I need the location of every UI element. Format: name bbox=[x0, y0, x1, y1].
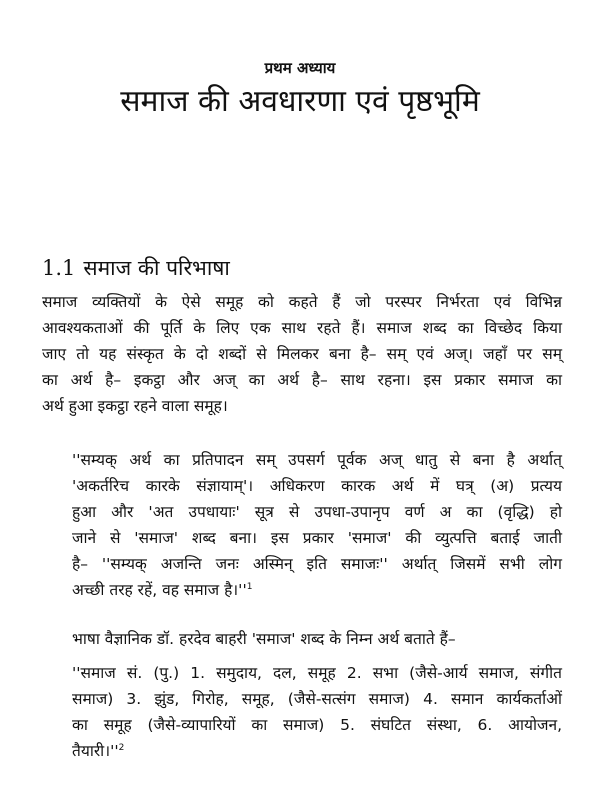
section-heading bbox=[42, 253, 230, 283]
chapter-label: प्रथम अध्याय bbox=[264, 59, 336, 77]
paragraph-line: जाए तो यह संस्कृत के दो शब्दों से मिलकर बना है– सम् एवं अज्। जहाँ पर सम् bbox=[42, 345, 562, 363]
paragraph-line: भाषा वैज्ञानिक डॉ. हरदेव बाहरी 'समाज' शब्द के निम्न अर्थ बताते हैं– bbox=[72, 630, 456, 648]
quote-line: हुआ और 'अत उपधायाः' सूत्र से उपधा-उपानृप वर्ण अ का (वृद्धि) हो bbox=[72, 503, 562, 521]
quote-line: जाने से 'समाज' शब्द बना। इस प्रकार 'समाज' की व्युत्पत्ति बताई जाती bbox=[72, 529, 562, 547]
quote-line: तैयारी।'' bbox=[72, 742, 119, 760]
quote-line: ''समाज सं. (पु.) 1. समुदाय, दल, समूह 2. सभा (जैसे-आर्य समाज, संगीत bbox=[72, 664, 562, 682]
definition-paragraph bbox=[42, 289, 562, 419]
quote-line: ''सम्यक् अर्थ का प्रतिपादन सम् उपसर्ग पूर्वक अज् धातु से बना है अर्थात् bbox=[72, 451, 562, 469]
chapter-title: समाज की अवधारणा एवं पृष्ठभूमि bbox=[120, 84, 480, 119]
paragraph-line: का अर्थ है– इकट्ठा और अज् का अर्थ है– साथ रहना। इस प्रकार समाज का bbox=[42, 371, 562, 389]
intro-paragraph bbox=[72, 626, 562, 652]
meanings-quote bbox=[72, 660, 562, 764]
quote-line: समाज) 3. झुंड, गिरोह, समूह, (जैसे-सत्संग समाज) 4. समान कार्यकर्ताओं bbox=[72, 690, 562, 708]
paragraph-line: आवश्यकताओं की पूर्ति के लिए एक साथ रहते हैं। समाज शब्द का विच्छेद किया bbox=[42, 319, 562, 337]
footnote-marker: 2 bbox=[118, 742, 125, 753]
quote-last-line bbox=[72, 738, 562, 764]
paragraph-line: अर्थ हुआ इकट्ठा रहने वाला समूह। bbox=[42, 397, 228, 415]
quote-last-line bbox=[72, 577, 562, 603]
section-number: 1.1 bbox=[42, 256, 76, 280]
quote-line: अच्छी तरह रहें, वह समाज है।'' bbox=[72, 581, 247, 599]
etymology-quote bbox=[72, 447, 562, 603]
section-title: समाज की परिभाषा bbox=[83, 256, 230, 280]
quote-line: 'अकर्तरिच कारके संज्ञायाम्'। अधिकरण कारक अर्थ में घत्र् (अ) प्रत्यय bbox=[72, 477, 562, 495]
paragraph-line: समाज व्यक्तियों के ऐसे समूह को कहते हैं जो परस्पर निर्भरता एवं विभिन्न bbox=[42, 293, 562, 311]
quote-line: है– ''सम्यक् अजन्ति जनः अस्मिन् इति समाजः'' अर्थात् जिसमें सभी लोग bbox=[72, 555, 562, 573]
footnote-marker: 1 bbox=[246, 581, 253, 592]
quote-line: का समूह (जैसे-व्यापारियों का समाज) 5. संघटित संस्था, 6. आयोजन, bbox=[72, 716, 562, 734]
